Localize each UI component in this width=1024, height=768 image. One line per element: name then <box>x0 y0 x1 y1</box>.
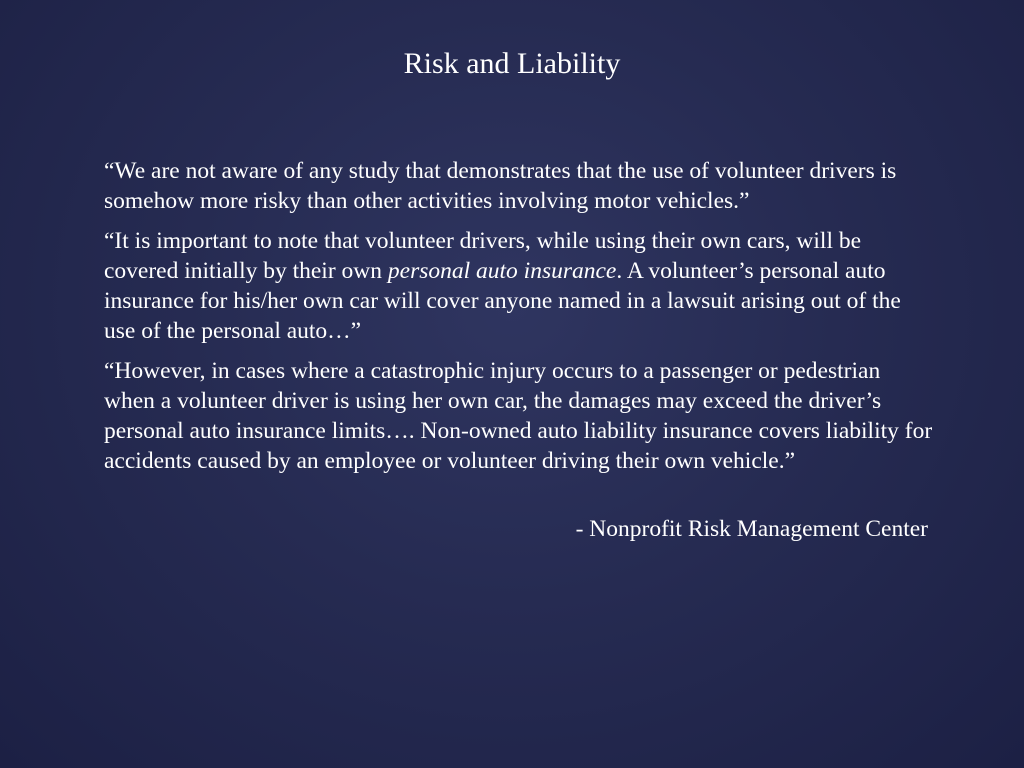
quote-3: “However, in cases where a catastrophic injury occurs to a passenger or pedestrian when a volunteer driver is using her own car, the damages may exceed the driver’s personal auto insurance limits…. Non-owned auto liability insurance covers liability for accidents caused by an employee or volunteer driving their own vehicle.” <box>104 358 933 474</box>
quote-2 <box>104 226 934 346</box>
slide-title: Risk and Liability <box>403 47 621 80</box>
quote-2-text-after: . A volunteer’s personal auto insurance for his/her own car will cover anyone named in a lawsuit arising out of the use of the personal auto…” <box>104 258 901 344</box>
slide-body <box>104 156 934 544</box>
quote-2-emphasis: personal auto insurance <box>387 258 617 284</box>
quote-1: “We are not aware of any study that demonstrates that the use of volunteer drivers is somehow more risky than other activities involving motor vehicles.” <box>104 158 897 214</box>
quote-2-text-before: “It is important to note that volunteer drivers, while using their own cars, will be covered initially by their own <box>104 228 862 284</box>
attribution: - Nonprofit Risk Management Center <box>575 516 928 542</box>
